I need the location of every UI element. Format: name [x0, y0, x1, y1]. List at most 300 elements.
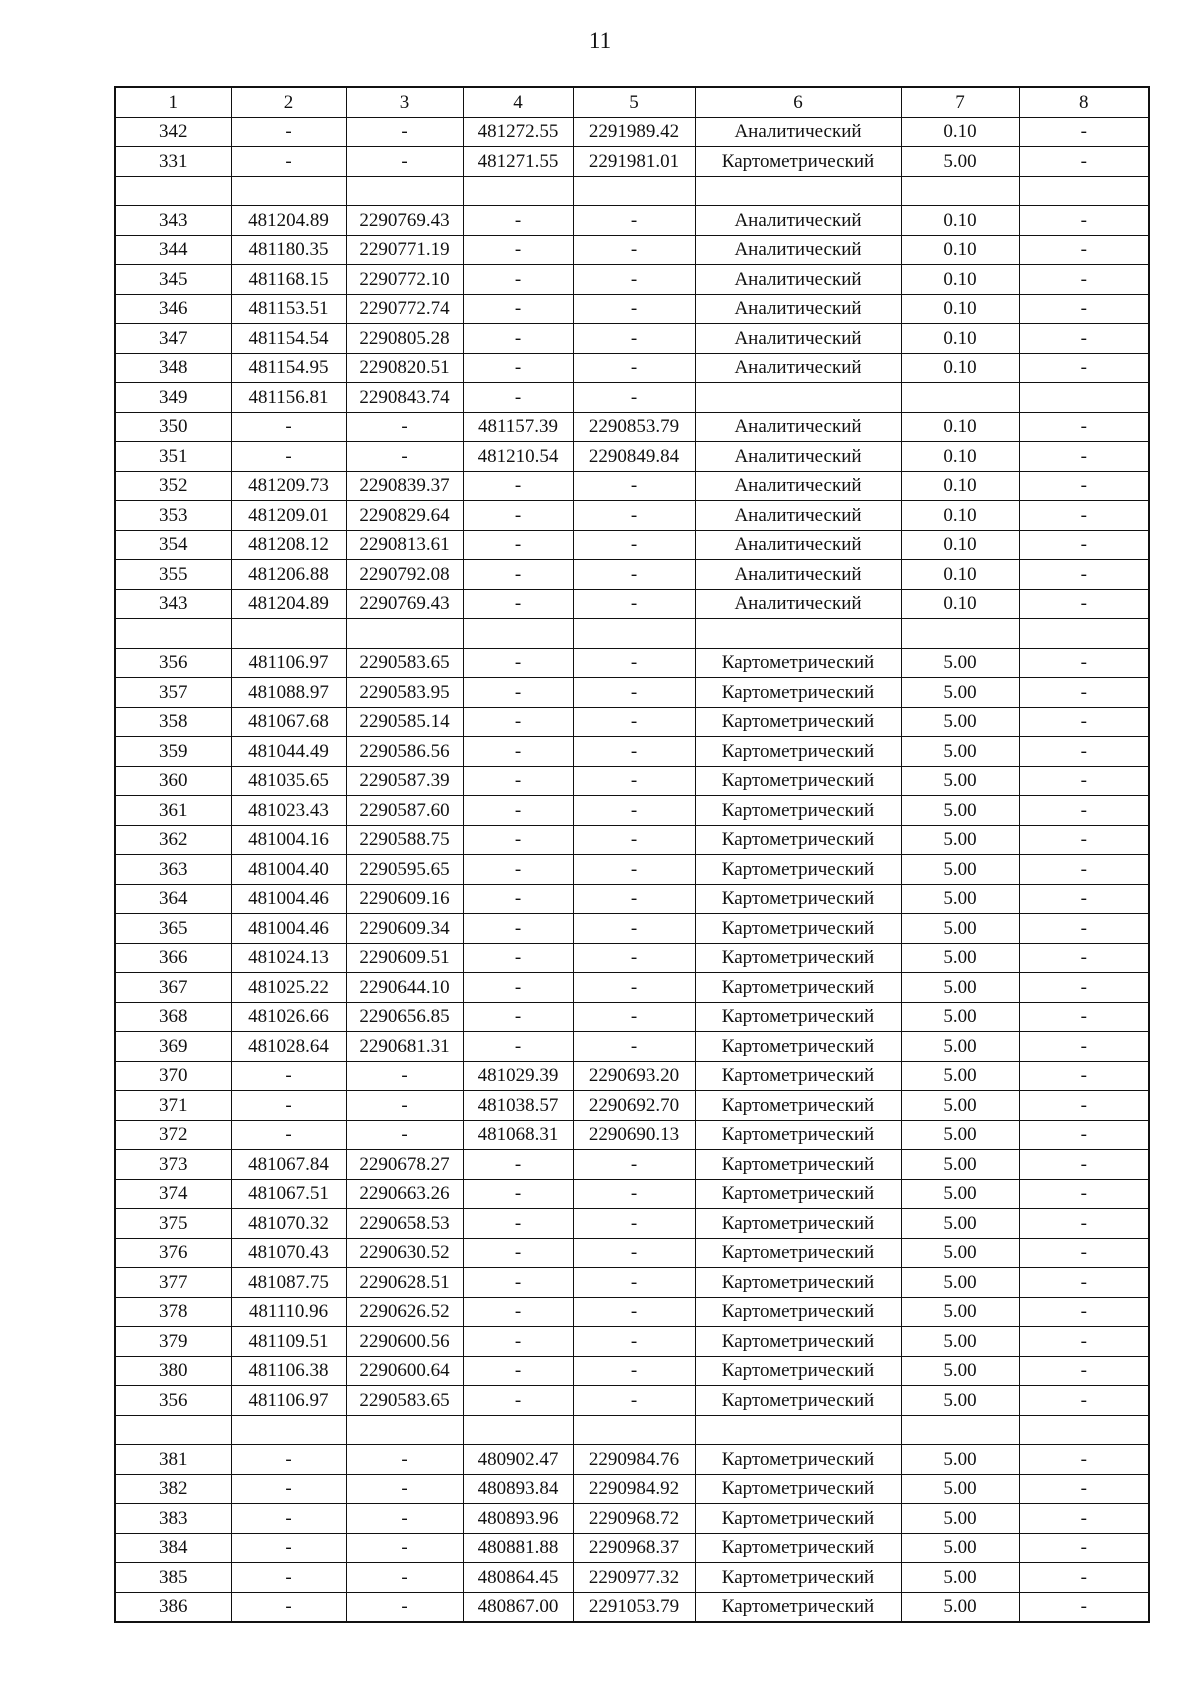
table-cell-col-5: - [573, 324, 695, 354]
table-cell-col-1: 384 [115, 1533, 231, 1563]
table-cell-col-5: - [573, 943, 695, 973]
table-cell-col-8: - [1019, 1592, 1149, 1622]
table-cell-col-3: 2290587.39 [346, 766, 463, 796]
table-cell-col-2: 481110.96 [231, 1297, 346, 1327]
table-cell-col-8 [1019, 176, 1149, 206]
table-cell-col-1: 352 [115, 471, 231, 501]
table-cell-col-5: - [573, 1150, 695, 1180]
table-cell-col-6: Картометрический [695, 678, 901, 708]
table-cell-col-2 [231, 176, 346, 206]
table-row [115, 117, 1149, 147]
table-cell-col-1: 348 [115, 353, 231, 383]
table-cell-col-2: 481154.95 [231, 353, 346, 383]
table-cell-col-7: 5.00 [901, 1002, 1019, 1032]
table-cell-col-7 [901, 619, 1019, 649]
table-cell-col-4: - [463, 1179, 573, 1209]
table-cell-col-6: Аналитический [695, 560, 901, 590]
table-cell-col-3: 2290681.31 [346, 1032, 463, 1062]
table-cell-col-7: 0.10 [901, 560, 1019, 590]
table-cell-col-6: Картометрический [695, 1386, 901, 1416]
table-cell-col-6: Аналитический [695, 265, 901, 295]
table-cell-col-2: 481028.64 [231, 1032, 346, 1062]
table-cell-col-7: 5.00 [901, 1297, 1019, 1327]
table-cell-col-4: 480881.88 [463, 1533, 573, 1563]
column-header-8: 8 [1019, 87, 1149, 117]
table-cell-col-2: - [231, 1061, 346, 1091]
table-cell-col-6: Картометрический [695, 147, 901, 177]
table-cell-col-1: 360 [115, 766, 231, 796]
table-cell-col-2: 481067.51 [231, 1179, 346, 1209]
table-cell-col-2: - [231, 1504, 346, 1534]
table-cell-col-5: - [573, 589, 695, 619]
table-cell-col-2: 481154.54 [231, 324, 346, 354]
table-cell-col-1: 373 [115, 1150, 231, 1180]
table-cell-col-8: - [1019, 1238, 1149, 1268]
table-cell-col-4: - [463, 707, 573, 737]
table-cell-col-3: 2290600.56 [346, 1327, 463, 1357]
table-cell-col-5: - [573, 1327, 695, 1357]
table-cell-col-7: 5.00 [901, 678, 1019, 708]
table-cell-col-1: 364 [115, 884, 231, 914]
table-cell-col-8: - [1019, 678, 1149, 708]
table-cell-col-3: 2290829.64 [346, 501, 463, 531]
table-row [115, 206, 1149, 236]
table-cell-col-4: - [463, 884, 573, 914]
table-cell-col-5: 2290853.79 [573, 412, 695, 442]
table-cell-col-6: Картометрический [695, 1209, 901, 1239]
table-cell-col-2: 481208.12 [231, 530, 346, 560]
table-cell-col-4: - [463, 796, 573, 826]
table-cell-col-6: Картометрический [695, 707, 901, 737]
table-cell-col-4: - [463, 265, 573, 295]
table-cell-col-1: 345 [115, 265, 231, 295]
table-row [115, 1032, 1149, 1062]
table-cell-col-2: - [231, 117, 346, 147]
table-cell-col-1: 347 [115, 324, 231, 354]
table-cell-col-7: 0.10 [901, 353, 1019, 383]
table-cell-col-1 [115, 1415, 231, 1445]
table-cell-col-5: - [573, 560, 695, 590]
table-cell-col-6: Аналитический [695, 589, 901, 619]
table-row [115, 1504, 1149, 1534]
table-cell-col-3 [346, 1415, 463, 1445]
table-cell-col-1: 358 [115, 707, 231, 737]
table-cell-col-7 [901, 176, 1019, 206]
column-header-1: 1 [115, 87, 231, 117]
table-cell-col-2: - [231, 147, 346, 177]
table-cell-col-5: - [573, 707, 695, 737]
table-cell-col-8: - [1019, 117, 1149, 147]
table-cell-col-6: Картометрический [695, 973, 901, 1003]
table-cell-col-5: - [573, 1268, 695, 1298]
table-cell-col-5: - [573, 235, 695, 265]
table-cell-col-3: 2290644.10 [346, 973, 463, 1003]
table-cell-col-8 [1019, 619, 1149, 649]
table-cell-col-5: - [573, 884, 695, 914]
table-row [115, 619, 1149, 649]
table-cell-col-6: Картометрический [695, 1563, 901, 1593]
table-cell-col-3: - [346, 1061, 463, 1091]
table-cell-col-6 [695, 383, 901, 413]
table-cell-col-1: 376 [115, 1238, 231, 1268]
table-cell-col-2: - [231, 1592, 346, 1622]
table-cell-col-8: - [1019, 1091, 1149, 1121]
table-cell-col-7: 5.00 [901, 1150, 1019, 1180]
table-cell-col-6: Картометрический [695, 855, 901, 885]
table-cell-col-1: 383 [115, 1504, 231, 1534]
table-cell-col-3: 2290813.61 [346, 530, 463, 560]
table-cell-col-5: - [573, 678, 695, 708]
table-cell-col-3: 2290843.74 [346, 383, 463, 413]
table-cell-col-2: 481004.16 [231, 825, 346, 855]
table-cell-col-1: 371 [115, 1091, 231, 1121]
table-cell-col-3: 2290587.60 [346, 796, 463, 826]
table-cell-col-4: - [463, 1209, 573, 1239]
table-cell-col-2: 481168.15 [231, 265, 346, 295]
table-cell-col-7: 0.10 [901, 117, 1019, 147]
table-cell-col-6: Картометрический [695, 1268, 901, 1298]
table-cell-col-2: 481153.51 [231, 294, 346, 324]
table-cell-col-4: - [463, 855, 573, 885]
table-cell-col-5: 2290984.92 [573, 1474, 695, 1504]
table-row [115, 501, 1149, 531]
table-cell-col-6: Картометрический [695, 1032, 901, 1062]
table-cell-col-1: 386 [115, 1592, 231, 1622]
table-cell-col-1: 365 [115, 914, 231, 944]
table-cell-col-6: Картометрический [695, 1327, 901, 1357]
table-cell-col-4: - [463, 1002, 573, 1032]
table-cell-col-5: - [573, 206, 695, 236]
table-row [115, 1356, 1149, 1386]
table-cell-col-8: - [1019, 560, 1149, 590]
table-cell-col-4: - [463, 560, 573, 590]
table-cell-col-6: Картометрический [695, 1533, 901, 1563]
table-row [115, 1297, 1149, 1327]
table-row [115, 1415, 1149, 1445]
table-cell-col-2: 481180.35 [231, 235, 346, 265]
table-cell-col-4: - [463, 914, 573, 944]
table-cell-col-3: 2290820.51 [346, 353, 463, 383]
table-cell-col-3: - [346, 1563, 463, 1593]
table-cell-col-7: 5.00 [901, 1238, 1019, 1268]
table-cell-col-1: 359 [115, 737, 231, 767]
table-cell-col-6: Картометрический [695, 1356, 901, 1386]
table-cell-col-5: 2291981.01 [573, 147, 695, 177]
table-cell-col-4: 480893.84 [463, 1474, 573, 1504]
table-cell-col-1: 372 [115, 1120, 231, 1150]
table-cell-col-3: 2290839.37 [346, 471, 463, 501]
table-row [115, 855, 1149, 885]
table-cell-col-7: 5.00 [901, 766, 1019, 796]
table-cell-col-1: 377 [115, 1268, 231, 1298]
table-cell-col-6: Картометрический [695, 914, 901, 944]
table-cell-col-4: - [463, 678, 573, 708]
table-row [115, 648, 1149, 678]
table-cell-col-7: 5.00 [901, 973, 1019, 1003]
table-cell-col-6: Картометрический [695, 1445, 901, 1475]
table-cell-col-4: - [463, 1297, 573, 1327]
table-cell-col-7: 0.10 [901, 294, 1019, 324]
table-row [115, 678, 1149, 708]
table-cell-col-7: 0.10 [901, 265, 1019, 295]
table-cell-col-7: 5.00 [901, 1474, 1019, 1504]
table-cell-col-1: 369 [115, 1032, 231, 1062]
table-cell-col-7: 5.00 [901, 855, 1019, 885]
table-cell-col-2: 481004.40 [231, 855, 346, 885]
table-cell-col-4: - [463, 973, 573, 1003]
table-cell-col-7 [901, 383, 1019, 413]
table-cell-col-4: - [463, 501, 573, 531]
table-cell-col-8: - [1019, 884, 1149, 914]
table-cell-col-5: - [573, 1238, 695, 1268]
table-row [115, 176, 1149, 206]
table-cell-col-1: 351 [115, 442, 231, 472]
table-cell-col-7: 0.10 [901, 206, 1019, 236]
table-cell-col-2: 481088.97 [231, 678, 346, 708]
table-cell-col-6: Аналитический [695, 501, 901, 531]
table-cell-col-1: 378 [115, 1297, 231, 1327]
table-cell-col-8: - [1019, 648, 1149, 678]
table-row [115, 1209, 1149, 1239]
table-cell-col-4: - [463, 1238, 573, 1268]
table-row [115, 1120, 1149, 1150]
table-cell-col-5 [573, 619, 695, 649]
table-cell-col-8: - [1019, 147, 1149, 177]
table-cell-col-6: Картометрический [695, 1179, 901, 1209]
table-cell-col-1: 370 [115, 1061, 231, 1091]
table-cell-col-3: - [346, 412, 463, 442]
table-cell-col-7: 5.00 [901, 914, 1019, 944]
table-cell-col-6 [695, 176, 901, 206]
table-cell-col-5: 2290977.32 [573, 1563, 695, 1593]
table-cell-col-6: Аналитический [695, 294, 901, 324]
table-cell-col-8: - [1019, 1504, 1149, 1534]
table-cell-col-8: - [1019, 1268, 1149, 1298]
table-cell-col-8: - [1019, 973, 1149, 1003]
table-cell-col-1: 343 [115, 589, 231, 619]
table-cell-col-7: 5.00 [901, 1091, 1019, 1121]
table-cell-col-7: 0.10 [901, 235, 1019, 265]
table-body [115, 117, 1149, 1622]
table-row [115, 1386, 1149, 1416]
table-row [115, 914, 1149, 944]
table-cell-col-7: 5.00 [901, 1032, 1019, 1062]
table-cell-col-1: 381 [115, 1445, 231, 1475]
table-cell-col-5: 2290968.72 [573, 1504, 695, 1534]
table-row [115, 825, 1149, 855]
table-cell-col-7: 5.00 [901, 1592, 1019, 1622]
table-cell-col-1: 356 [115, 648, 231, 678]
table-cell-col-1: 346 [115, 294, 231, 324]
table-cell-col-4: 481029.39 [463, 1061, 573, 1091]
table-cell-col-2: - [231, 442, 346, 472]
table-cell-col-5: 2290692.70 [573, 1091, 695, 1121]
table-cell-col-4: 481272.55 [463, 117, 573, 147]
table-cell-col-5: - [573, 265, 695, 295]
table-cell-col-3: - [346, 1533, 463, 1563]
table-row [115, 442, 1149, 472]
table-cell-col-2: 481204.89 [231, 589, 346, 619]
table-cell-col-4 [463, 1415, 573, 1445]
table-cell-col-6 [695, 619, 901, 649]
table-cell-col-8: - [1019, 412, 1149, 442]
table-cell-col-8: - [1019, 914, 1149, 944]
table-cell-col-8: - [1019, 1356, 1149, 1386]
table-cell-col-7: 5.00 [901, 825, 1019, 855]
table-cell-col-8: - [1019, 294, 1149, 324]
table-cell-col-4: - [463, 766, 573, 796]
table-cell-col-4: - [463, 1386, 573, 1416]
table-cell-col-2: - [231, 1120, 346, 1150]
table-cell-col-8 [1019, 1415, 1149, 1445]
table-cell-col-7: 5.00 [901, 1061, 1019, 1091]
table-cell-col-2: 481004.46 [231, 914, 346, 944]
table-cell-col-7: 5.00 [901, 1179, 1019, 1209]
table-row [115, 796, 1149, 826]
table-cell-col-7: 0.10 [901, 471, 1019, 501]
table-cell-col-4: 480893.96 [463, 1504, 573, 1534]
table-cell-col-2: 481004.46 [231, 884, 346, 914]
table-cell-col-8: - [1019, 737, 1149, 767]
table-cell-col-2: 481070.32 [231, 1209, 346, 1239]
table-cell-col-8: - [1019, 1297, 1149, 1327]
table-cell-col-6: Картометрический [695, 884, 901, 914]
coordinates-table [114, 86, 1150, 1623]
header-row [115, 87, 1149, 117]
table-cell-col-4: - [463, 825, 573, 855]
table-cell-col-4: - [463, 235, 573, 265]
table-cell-col-1: 342 [115, 117, 231, 147]
table-cell-col-3: 2290588.75 [346, 825, 463, 855]
table-cell-col-1: 375 [115, 1209, 231, 1239]
table-cell-col-1: 374 [115, 1179, 231, 1209]
table-cell-col-7: 5.00 [901, 1356, 1019, 1386]
table-cell-col-4: - [463, 324, 573, 354]
table-cell-col-1 [115, 176, 231, 206]
table-cell-col-6: Аналитический [695, 235, 901, 265]
table-row [115, 1238, 1149, 1268]
table-cell-col-3: 2290678.27 [346, 1150, 463, 1180]
table-cell-col-6: Картометрический [695, 1474, 901, 1504]
table-cell-col-5: - [573, 766, 695, 796]
table-cell-col-2: 481204.89 [231, 206, 346, 236]
table-cell-col-6: Картометрический [695, 1091, 901, 1121]
table-cell-col-3: 2290663.26 [346, 1179, 463, 1209]
table-row [115, 589, 1149, 619]
table-cell-col-2: 481209.73 [231, 471, 346, 501]
table-cell-col-6: Аналитический [695, 442, 901, 472]
table-cell-col-3 [346, 176, 463, 206]
table-cell-col-3: 2290772.74 [346, 294, 463, 324]
table-cell-col-5: - [573, 648, 695, 678]
table-cell-col-8: - [1019, 707, 1149, 737]
table-cell-col-5: - [573, 501, 695, 531]
table-cell-col-4: - [463, 294, 573, 324]
table-cell-col-2: - [231, 1474, 346, 1504]
table-cell-col-4: - [463, 943, 573, 973]
table-cell-col-6: Картометрический [695, 943, 901, 973]
table-cell-col-4: - [463, 589, 573, 619]
table-cell-col-3: - [346, 1592, 463, 1622]
table-cell-col-8: - [1019, 265, 1149, 295]
table-cell-col-1: 382 [115, 1474, 231, 1504]
table-cell-col-6 [695, 1415, 901, 1445]
table-cell-col-1: 356 [115, 1386, 231, 1416]
table-cell-col-1: 380 [115, 1356, 231, 1386]
table-cell-col-8: - [1019, 796, 1149, 826]
table-cell-col-5: - [573, 1386, 695, 1416]
table-cell-col-5: - [573, 1002, 695, 1032]
table-cell-col-3: - [346, 1091, 463, 1121]
table-row [115, 1061, 1149, 1091]
table-cell-col-8: - [1019, 442, 1149, 472]
table-cell-col-5: - [573, 1297, 695, 1327]
table-row [115, 884, 1149, 914]
table-cell-col-3: - [346, 147, 463, 177]
table-cell-col-4: - [463, 1032, 573, 1062]
table-cell-col-3: 2290656.85 [346, 1002, 463, 1032]
table-cell-col-3: 2290600.64 [346, 1356, 463, 1386]
table-cell-col-6: Картометрический [695, 796, 901, 826]
table-cell-col-7: 5.00 [901, 1445, 1019, 1475]
table-cell-col-5: - [573, 737, 695, 767]
table-cell-col-8: - [1019, 1327, 1149, 1357]
table-cell-col-1: 368 [115, 1002, 231, 1032]
table-cell-col-5: - [573, 294, 695, 324]
table-cell-col-5: - [573, 1032, 695, 1062]
table-cell-col-8: - [1019, 530, 1149, 560]
table-cell-col-3: - [346, 1445, 463, 1475]
table-cell-col-6: Картометрический [695, 766, 901, 796]
table-cell-col-5: - [573, 353, 695, 383]
table-cell-col-8: - [1019, 1120, 1149, 1150]
table-cell-col-3: 2290805.28 [346, 324, 463, 354]
table-cell-col-5: 2291053.79 [573, 1592, 695, 1622]
table-cell-col-4: 481068.31 [463, 1120, 573, 1150]
table-cell-col-6: Картометрический [695, 825, 901, 855]
table-cell-col-4 [463, 176, 573, 206]
table-row [115, 471, 1149, 501]
table-cell-col-8 [1019, 383, 1149, 413]
table-cell-col-2 [231, 1415, 346, 1445]
table-cell-col-7: 5.00 [901, 1533, 1019, 1563]
table-cell-col-1: 385 [115, 1563, 231, 1593]
table-row [115, 973, 1149, 1003]
table-cell-col-6: Картометрический [695, 648, 901, 678]
table-row [115, 1150, 1149, 1180]
table-cell-col-7: 0.10 [901, 412, 1019, 442]
table-cell-col-3: 2290583.95 [346, 678, 463, 708]
table-cell-col-3: 2290586.56 [346, 737, 463, 767]
table-cell-col-8: - [1019, 589, 1149, 619]
table-cell-col-8: - [1019, 1533, 1149, 1563]
table-cell-col-2: 481044.49 [231, 737, 346, 767]
table-cell-col-2: 481023.43 [231, 796, 346, 826]
table-row [115, 235, 1149, 265]
table-cell-col-3: 2290583.65 [346, 1386, 463, 1416]
table-cell-col-8: - [1019, 1179, 1149, 1209]
table-cell-col-3 [346, 619, 463, 649]
table-cell-col-2: - [231, 1563, 346, 1593]
table-cell-col-4: - [463, 206, 573, 236]
table-cell-col-3: - [346, 117, 463, 147]
table-cell-col-2: 481106.38 [231, 1356, 346, 1386]
table-row [115, 1002, 1149, 1032]
table-cell-col-8: - [1019, 1209, 1149, 1239]
table-cell-col-7 [901, 1415, 1019, 1445]
column-header-7: 7 [901, 87, 1019, 117]
table-cell-col-4: 481271.55 [463, 147, 573, 177]
